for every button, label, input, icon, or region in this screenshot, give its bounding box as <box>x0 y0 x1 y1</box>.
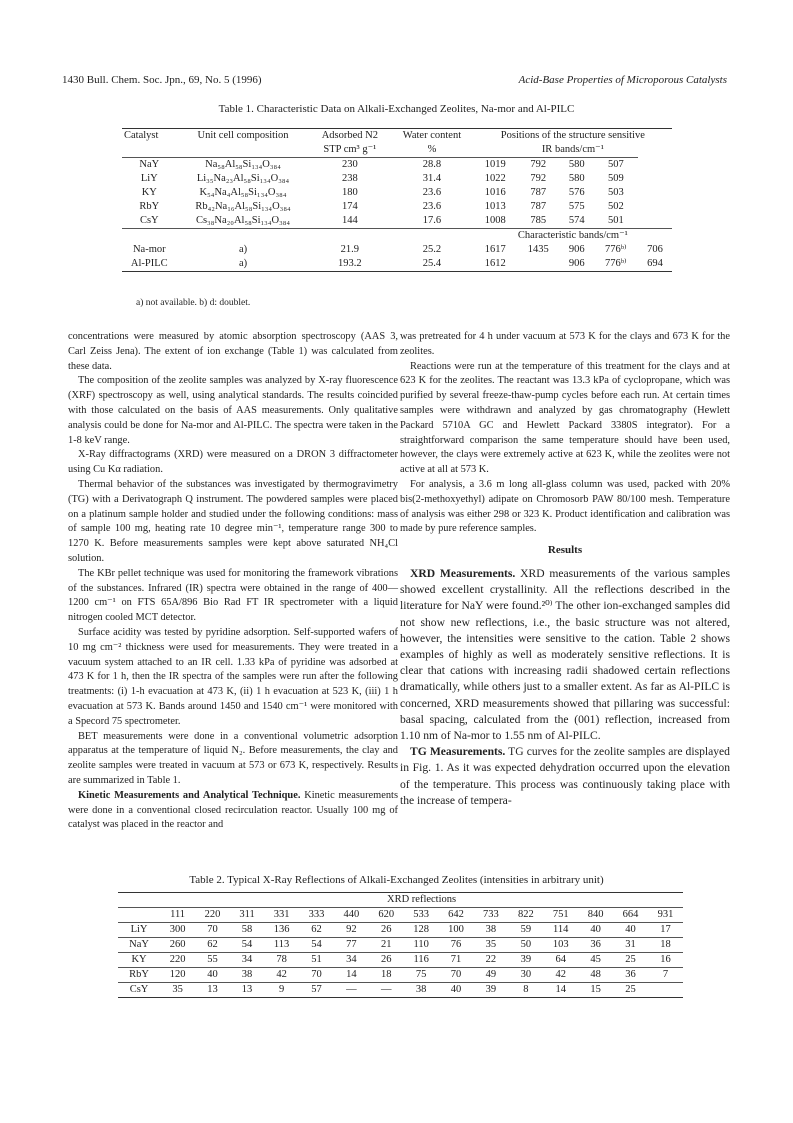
table-cell: 26 <box>369 923 404 938</box>
t1-head-catalyst: Catalyst <box>124 130 159 141</box>
kinetic-paragraph <box>68 789 398 833</box>
table-cell: CsY <box>139 215 159 226</box>
table-cell: 128 <box>404 923 439 938</box>
table-cell: 13 <box>230 983 264 998</box>
table-cell: 502 <box>607 201 624 212</box>
table-cell: 48 <box>578 968 613 983</box>
column-header: 533 <box>404 908 439 923</box>
table-cell: 75 <box>404 968 439 983</box>
paragraph: The composition of the zeolite samples was analyzed by X-ray fluorescence (XRF) spectroscopy as well, using analytical standards. The results coincided with those calculated on the basis of AAS measurements. Only qualitative analysis could be done for Na-mor and Al-PILC. The spectra were taken in the 1-8 keV range. <box>68 375 398 446</box>
table-cell: 792 <box>530 173 547 184</box>
column-header: 220 <box>195 908 230 923</box>
table-cell: 42 <box>543 968 578 983</box>
table-cell: a) <box>238 258 248 269</box>
table2-column-headers <box>118 908 683 923</box>
table-cell: 49 <box>473 968 508 983</box>
table-cell: 21.9 <box>340 244 360 255</box>
column-header: 822 <box>508 908 543 923</box>
table-row <box>122 158 672 173</box>
table-cell: 59 <box>508 923 543 938</box>
table-cell: LiY <box>118 923 160 938</box>
table-cell: 1612 <box>484 258 506 269</box>
paragraph: For analysis, a 3.6 m long all-glass column was used, packed with 20% bis(2-methoxyethyl) adipate on Chromosorb PAW 80/100 mesh. Temperature of analysis was either 298 or 323 K. Product identification and calibration was made by pure reference samples. <box>400 478 730 535</box>
table-cell: 1435 <box>527 244 549 255</box>
table-cell: 120 <box>160 968 195 983</box>
table-cell: 16 <box>648 953 683 968</box>
table-row <box>122 214 672 229</box>
table-cell: 51 <box>299 953 334 968</box>
table-cell: 1016 <box>484 187 506 198</box>
table-cell: 1022 <box>484 173 506 184</box>
paragraph: Thermal behavior of the substances was investigated by thermogravimetry (TG) with a Derivatograph Q instrument. The powdered samples were placed on a platinum sample holder and studied under the following conditions: mass of sample 100 mg, heating rate 10 degree min⁻¹, temperature range 300 to 1270 K. Before measurements samples were kept above saturated NH₄Cl solution. <box>68 478 398 564</box>
table-cell: 62 <box>299 923 334 938</box>
table-row <box>118 923 683 938</box>
t1-head-composition: Unit cell composition <box>197 130 289 141</box>
table-cell: 174 <box>341 201 358 212</box>
table-cell: 509 <box>607 173 624 184</box>
table-cell: — <box>334 983 369 998</box>
table-cell: 1008 <box>484 215 506 226</box>
right-column <box>400 330 730 809</box>
table-cell: KY <box>141 187 157 198</box>
table-cell: 1617 <box>484 244 506 255</box>
table-cell: 580 <box>568 173 585 184</box>
table-cell: NaY <box>118 938 160 953</box>
table-cell: 7 <box>648 968 683 983</box>
table-cell: 45 <box>578 953 613 968</box>
column-header: 440 <box>334 908 369 923</box>
table-cell: 55 <box>195 953 230 968</box>
table-cell: 25 <box>613 953 648 968</box>
table-cell: 25 <box>613 983 648 998</box>
table1 <box>122 128 672 272</box>
table-cell: 776ᵇ⁾ <box>605 244 627 255</box>
table-cell: 28.8 <box>390 158 473 173</box>
column-header: 931 <box>648 908 683 923</box>
table-cell: 1019 <box>474 158 517 173</box>
table-cell: Na₅₈Al₅₈Si₁₃₄O₃₈₄ <box>177 158 310 173</box>
table2-caption: Table 2. Typical X-Ray Reflections of Alkali-Exchanged Zeolites (intensities in arbitrary unit) <box>189 874 604 886</box>
table-cell: 34 <box>334 953 369 968</box>
tg-paragraph <box>400 744 730 809</box>
table-row <box>118 953 683 968</box>
table-row <box>118 938 683 953</box>
kinetic-text: Kinetic measurements were done in a conventional closed recirculation reactor. Usually 100 mg of catalyst was placed in the reactor and <box>68 789 398 831</box>
table-cell: 144 <box>341 215 358 226</box>
t1-head-positions: Positions of the structure sensitive <box>500 130 645 141</box>
paragraph: Reactions were run at the temperature of this treatment for the clays and at 623 K for the zeolites. The reactant was 13.3 kPa of cyclopropane, which was purified by several freeze-thaw-pump cycles before each run. At certain times samples were withdrawn and analyzed by gas chromatography (Hewlett Packard 5710A GC and Hewlett Packard 3380S integrator). For a straightforward comparison the same temperature should have been used, however, the clays were extremely active at 623 K, while the zeolites were not active at all at 573 K. <box>400 360 730 476</box>
table-cell: 193.2 <box>338 258 362 269</box>
table-cell: 575 <box>568 201 585 212</box>
table-cell: 62 <box>195 938 230 953</box>
column-header: 311 <box>230 908 264 923</box>
table-row <box>122 172 672 186</box>
table-cell: 38 <box>404 983 439 998</box>
t1-sub-ir: IR bands/cm⁻¹ <box>541 144 604 155</box>
paragraph: was pretreated for 4 h under vacuum at 573 K for the clays and 673 K for the zeolites. <box>400 331 730 357</box>
table-cell: 18 <box>648 938 683 953</box>
table-cell: 36 <box>613 968 648 983</box>
table-cell: 42 <box>264 968 299 983</box>
paragraph: X-Ray diffractograms (XRD) were measured on a DRON 3 diffractometer using Cu Kα radiation. <box>68 449 398 476</box>
table-cell: Rb₄₂Na₁₆Al₅₈Si₁₃₄O₃₈₄ <box>195 201 291 212</box>
table-cell: 14 <box>334 968 369 983</box>
tg-heading: TG Measurements. <box>410 745 506 759</box>
table1-footnote: a) not available. b) d: doublet. <box>136 298 251 308</box>
table-cell: 54 <box>299 938 334 953</box>
t1-head-water: Water content <box>402 130 462 141</box>
table-cell: 220 <box>160 953 195 968</box>
column-header: 111 <box>160 908 195 923</box>
table-cell: 787 <box>530 187 547 198</box>
table-cell: 180 <box>341 187 358 198</box>
table-cell: 78 <box>264 953 299 968</box>
table-cell: 31.4 <box>422 173 442 184</box>
t1-head-adsorbed: Adsorbed N2 <box>321 130 378 141</box>
t1-char-header: Characteristic bands/cm⁻¹ <box>474 229 672 244</box>
table-cell: 300 <box>160 923 195 938</box>
column-header: 840 <box>578 908 613 923</box>
table-cell: K₅₄Na₄Al₅₈Si₁₃₄O₃₈₄ <box>199 187 287 198</box>
table-row <box>122 257 672 272</box>
table-cell: RbY <box>118 968 160 983</box>
table-cell <box>517 257 560 272</box>
running-header-right: Acid-Base Properties of Microporous Catalysts <box>518 74 727 86</box>
table-cell: 31 <box>613 938 648 953</box>
table-cell: 21 <box>369 938 404 953</box>
table-cell: 906 <box>568 244 585 255</box>
table-cell: 54 <box>230 938 264 953</box>
table2-body <box>118 923 683 998</box>
table-cell: RbY <box>139 201 160 212</box>
table-cell: 776ᵇ⁾ <box>605 258 627 269</box>
table-cell: 70 <box>439 968 474 983</box>
table-cell: 103 <box>543 938 578 953</box>
table-cell: 787 <box>530 201 547 212</box>
table-cell: 110 <box>404 938 439 953</box>
table-cell: 71 <box>439 953 474 968</box>
table-cell: 57 <box>299 983 334 998</box>
table-cell: 39 <box>508 953 543 968</box>
paragraph: The KBr pellet technique was used for monitoring the framework vibrations of the substances. Infrared (IR) spectra were obtained in the range of 400—1200 cm⁻¹ on FTS 65A/896 Bio Rad FT IR spectrometer with a liquid nitrogen cooled MCT detector. <box>68 567 398 624</box>
table-cell: NaY <box>122 158 177 173</box>
table-cell: 58 <box>230 923 264 938</box>
table-row <box>118 983 683 998</box>
table-cell: 34 <box>230 953 264 968</box>
table-cell: 40 <box>578 923 613 938</box>
table-cell: 1013 <box>484 201 506 212</box>
kinetic-heading: Kinetic Measurements and Analytical Technique. <box>78 789 301 801</box>
table-cell: 113 <box>264 938 299 953</box>
table-cell: 785 <box>530 215 547 226</box>
table-cell: 36 <box>578 938 613 953</box>
table-cell: 580 <box>560 158 594 173</box>
tg-text: TG curves for the zeolite samples are displayed in Fig. 1. As it was expected dehydration occurred upon the elevation of the temperature. This process was continuously taking place with the increase of tempera- <box>400 745 730 807</box>
table-cell: 17.6 <box>422 215 442 226</box>
column-header: 620 <box>369 908 404 923</box>
running-header-left: 1430 Bull. Chem. Soc. Jpn., 69, No. 5 (1996) <box>62 74 262 86</box>
left-column <box>68 330 398 833</box>
table-cell: 8 <box>508 983 543 998</box>
table-cell: 70 <box>299 968 334 983</box>
table-cell: 260 <box>160 938 195 953</box>
table-cell: 40 <box>439 983 474 998</box>
table-cell: 9 <box>264 983 299 998</box>
table1-body-2 <box>122 243 672 272</box>
table-cell: 906 <box>568 258 585 269</box>
table-cell: Na-mor <box>132 244 166 255</box>
table-cell: 35 <box>473 938 508 953</box>
table-cell: Al-PILC <box>130 258 168 269</box>
t1-sub-stp: STP cm³ g⁻¹ <box>323 144 377 155</box>
table-cell: 40 <box>195 968 230 983</box>
table-cell: 23.6 <box>422 201 442 212</box>
table-cell: 70 <box>195 923 230 938</box>
table-cell: Cs₃₈Na₂₀Al₅₈Si₁₃₄O₃₈₄ <box>195 215 291 226</box>
table-cell: 17 <box>648 923 683 938</box>
table-cell: 114 <box>543 923 578 938</box>
table-cell: 694 <box>647 258 663 269</box>
table1-caption: Table 1. Characteristic Data on Alkali-Exchanged Zeolites, Na-mor and Al-PILC <box>218 103 575 115</box>
table-row <box>122 186 672 200</box>
xrd-paragraph <box>400 566 730 744</box>
table-cell: 15 <box>578 983 613 998</box>
table-cell: 92 <box>334 923 369 938</box>
table-row <box>122 200 672 214</box>
paragraph: BET measurements were done in a conventional volumetric adsorption apparatus at the temperature of liquid N₂. Before measurements, the clay and zeolite samples were treated in vacuum at 573 or 673 K, respectively. Results are summarized in Table 1. <box>68 730 398 786</box>
column-header: 333 <box>299 908 334 923</box>
xrd-text: XRD measurements of the various samples showed excellent crystallinity. All the reflections described in the literature for NaY were found.²⁰⁾ The other ion-exchanged samples did not show new reflections, i.e., the basic structure was not altered, however, the intensities were sensitive to the cation. Table 2 shows examples of highly as well as moderately sensitive reflections. It is clear that cations with increasing radii shadowed certain reflections dramatically, while others just to a smaller extent. As far as Al-PILC is concerned, XRD measurements showed that pillaring was successful: basal spacing, calculated from the (001) reflection, increased from 1.10 nm of Na-mor to 1.55 nm of Al-PILC. <box>400 566 730 742</box>
table-cell: 64 <box>543 953 578 968</box>
table-cell: 23.6 <box>422 187 442 198</box>
table-cell: 18 <box>369 968 404 983</box>
column-header: 331 <box>264 908 299 923</box>
table-cell: 25.4 <box>422 258 442 269</box>
table-cell: 77 <box>334 938 369 953</box>
table-cell: 50 <box>508 938 543 953</box>
table-cell: 76 <box>439 938 474 953</box>
table-cell: CsY <box>118 983 160 998</box>
table-cell: 40 <box>613 923 648 938</box>
table-cell: 100 <box>439 923 474 938</box>
table-cell: 706 <box>647 244 663 255</box>
paragraph: Surface acidity was tested by pyridine adsorption. Self-supported wafers of 10 mg cm⁻² thickness were used for measurements. They were treated in a vacuum system attached to an IR cell. 1.33 kPa of pyridine was adsorbed at 473 K for 1 h, then the IR spectra of the samples were run after the following treatments: (i) 1-h evacuation at 473 K, (ii) 1 h evacuation at 523 K, (iii) 1 h evacuation at 573 K. Bands around 1450 and 1540 cm⁻¹ were monitored with a Specord 75 spectrometer. <box>68 626 398 727</box>
t1-sub-percent: % <box>427 144 437 155</box>
table-cell: 25.2 <box>422 244 442 255</box>
table-cell: 116 <box>404 953 439 968</box>
t2-group-header: XRD reflections <box>387 894 457 905</box>
table-cell: 503 <box>607 187 624 198</box>
table-row <box>118 968 683 983</box>
column-header: 733 <box>473 908 508 923</box>
table2 <box>118 892 683 998</box>
table-cell: 38 <box>230 968 264 983</box>
table-cell: 35 <box>160 983 195 998</box>
table-cell: 507 <box>594 158 638 173</box>
table-cell: 792 <box>517 158 560 173</box>
table-cell: 13 <box>195 983 230 998</box>
table-cell: Li₃₅Na₂₃Al₅₈Si₁₃₄O₃₈₄ <box>196 173 290 184</box>
table-cell: 574 <box>568 215 585 226</box>
table-cell <box>648 983 683 998</box>
table-cell: LiY <box>140 173 158 184</box>
table-cell: 39 <box>473 983 508 998</box>
results-heading: Results <box>547 544 583 557</box>
table-cell: 30 <box>508 968 543 983</box>
table-cell: 576 <box>568 187 585 198</box>
table-cell: 136 <box>264 923 299 938</box>
table-cell: 501 <box>607 215 624 226</box>
table-cell: 238 <box>341 173 358 184</box>
table-cell: a) <box>238 244 248 255</box>
table-cell: 22 <box>473 953 508 968</box>
table-cell: KY <box>118 953 160 968</box>
table-cell: 230 <box>309 158 390 173</box>
table-cell: 26 <box>369 953 404 968</box>
column-header: 751 <box>543 908 578 923</box>
column-header: 642 <box>439 908 474 923</box>
table-cell: 38 <box>473 923 508 938</box>
column-header: 664 <box>613 908 648 923</box>
table-row <box>122 243 672 257</box>
table-cell: — <box>369 983 404 998</box>
table1-body <box>122 158 672 229</box>
xrd-heading: XRD Measurements. <box>410 566 516 580</box>
table-cell: 14 <box>543 983 578 998</box>
paragraph: concentrations were measured by atomic absorption spectroscopy (AAS 3, Carl Zeiss Jena). The extent of ion exchange (Table 1) was calculated from these data. <box>68 331 398 372</box>
